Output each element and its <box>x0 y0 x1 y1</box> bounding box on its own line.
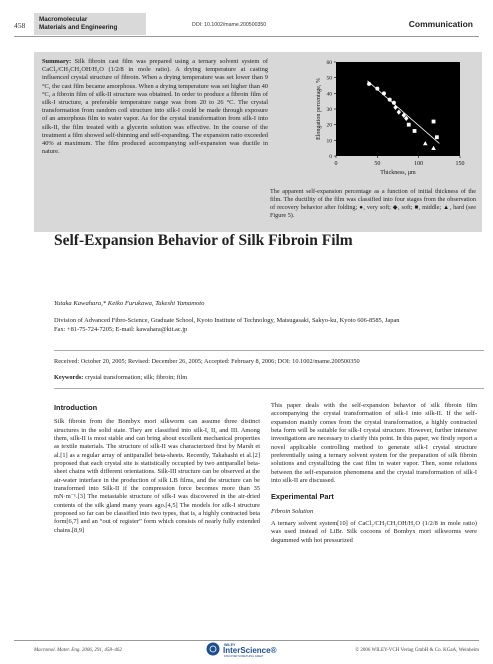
article-title: Self-Expansion Behavior of Silk Fibroin Film <box>54 232 353 249</box>
x-tick-label: 50 <box>374 161 381 167</box>
y-axis-label: Elongation percentage, % <box>316 78 322 140</box>
x-tick-label: 150 <box>455 161 465 167</box>
y-tick-label: 20 <box>326 122 332 129</box>
affiliation: Division of Advanced Fibro-Science, Graduate School, Kyoto Institute of Technology, Matsugasaki, Sakyo-ku, Kyoto 606-8585, Japan <box>54 317 400 324</box>
y-tick-label: 40 <box>326 91 332 98</box>
page-number: 458 <box>14 21 26 30</box>
received-dates: Received: October 20, 2005; Revised: December 26, 2005; Accepted: February 8, 2006; DOI: 10.1002/mame.200500350 <box>54 358 360 365</box>
data-point-square <box>413 129 417 133</box>
journal-name-line1: Macromolecular <box>39 16 88 23</box>
header-doi: DOI: 10.1002/mame.200500350 <box>192 22 267 28</box>
summary-body: Silk fibroin cast film was prepared using a ternary solvent system of CaCl₂/CH₃CH₂OH/H₂O (1/2/8 in mole ratio). A drying temperature at casting influenced crystal structure of fibroin. When a drying temperature was set lower than 9 °C, the cast film became amorphous. When a drying temperature was set higher than 40 °C, a fibroin film of silk-II structure was obtained. In order to produce a fibroin film of silk-I structure, a preferable temperature range was from 20 to 26 °C. The crystal transformation from random coil structure into silk-I could be made through exposure of an amorphous film to water vapor. As for the crystal transformation from silk-I into silk-II, the film treated with a glycerin solution was effective. In the course of the treatment a film showed self-thinning and self-expanding. The expansion ratio exceeded 40% at maximum. The film produced accompanying self-expansion was ductile in nature. <box>42 58 268 156</box>
data-point-circle <box>382 91 386 95</box>
journal-name-line2: Materials and Engineering <box>39 23 118 31</box>
authors: Yutaka Kawahara,* Keiko Furukawa, Takeshi Yamamoto <box>54 300 205 307</box>
contact-info: Fax: +81-75-724-7205; E-mail: kawahara@kit.ac.jp <box>54 325 188 333</box>
data-point-circle <box>392 101 396 105</box>
y-tick-label: 10 <box>326 138 332 145</box>
logo-globe-icon <box>207 643 220 656</box>
data-point-circle <box>388 98 392 102</box>
y-tick-label: 60 <box>326 60 332 66</box>
introduction-heading: Introduction <box>54 403 98 412</box>
experimental-text: A ternary solvent system[10] of CaCl₂/CH₃CH₂OH/H₂O (1/2/8 in mole ratio) was used instead of LiBr. Silk cocoons of Bombyx mori silkworms were degummed with hot pressurized <box>271 520 477 544</box>
introduction-text: Silk fibroin from the Bombyx mori silkworm can assume three distinct structures in the solid state. They are classified into silk-I, II, and III. Among them, silk-II is most stable and can bring about excellent mechanical properties as textile materials. The structure of silk-II was characterized first by Marsh et al.[1] as a regular array of antiparallel beta-sheets. Recently, Takahashi et al.[2] proposed that each crystal site is statistically occupied by two antiparallel beta-sheet chains with different orientations. Silk-III structure can be observed at the air-water interface in the production of silk LB films, and the structure can be transformed into Silk-II if the compression force becomes more than 35 mN·m⁻¹.[3] The metastable structure of silk-I was discovered in the air-dried contents of the silk gland many years ago.[4,5] The models for silk-I structure proposed so far can be classified into two types, that is, a highly contracted beta form[6,7] and an “out of register” form which consists of nearly fully extended chains.[8,9] <box>54 418 260 534</box>
data-point-circle <box>367 82 371 86</box>
section-tag: Communication <box>408 19 473 29</box>
figure-caption: The apparent self-expansion percentage as a function of initial thickness of the film. The ductility of the film was classified into four stages from the observation of recovery behavior after folding; ●, very soft; ◆, soft; ■, middle; ▲, hard (see Figure 5). <box>270 188 476 219</box>
x-tick-label: 0 <box>334 161 338 167</box>
summary-label: Summary: <box>42 58 72 65</box>
journal-name-box <box>34 13 146 35</box>
y-tick-label: 50 <box>326 75 332 82</box>
header-rule <box>14 36 479 37</box>
page-header <box>0 0 493 46</box>
plot-frame <box>336 62 460 156</box>
summary-panel <box>34 52 482 232</box>
experimental-heading: Experimental Part <box>271 492 334 502</box>
right-column-paragraph: This paper deals with the self-expansion behavior of silk fibroin film accompanying the crystal transformation of silk-I into silk-II. If the self-expansion mainly comes from the crystal transformation, a highly contracted beta form will be suitable for silk-I crystal structure. However, further intensive investigations are necessary to clarify this point. In this paper, we firstly report a novel applicable controlling method to generate silk-I crystal structure preferentially using a ternary solvent system for the preparation of silk fibroin solutions and crystallizing the cast film in water vapor. Then, some relations between the self-expansion phenomena and the crystal transformation of silk-I into silk-II are discussed. <box>271 402 477 485</box>
data-point-square <box>407 123 411 127</box>
keywords: crystal transformation; silk; fibroin; film <box>84 374 188 381</box>
left-column <box>54 404 260 535</box>
keywords-line <box>54 374 187 381</box>
wiley-interscience-logo <box>205 640 323 658</box>
x-axis-label: Thickness, µm <box>380 170 416 176</box>
affiliation-block <box>54 317 454 334</box>
summary-text <box>42 58 268 156</box>
data-point-square <box>432 120 436 124</box>
divider-bottom <box>54 388 484 389</box>
plot-area <box>316 60 465 176</box>
data-point-square <box>435 135 439 139</box>
right-column <box>271 402 477 545</box>
logo-wiley: WILEY <box>224 643 236 647</box>
y-tick-label: 0 <box>329 154 332 160</box>
x-tick-label: 100 <box>414 161 424 167</box>
logo-tagline: DISCOVER SOMETHING GREAT <box>224 655 264 658</box>
divider-top <box>54 350 484 351</box>
logo-interscience: InterScience® <box>223 646 277 655</box>
footer-copyright: © 2006 WILEY-VCH Verlag GmbH & Co. KGaA, Weinheim <box>355 648 479 653</box>
fibroin-solution-subheading: Fibroin Solution <box>271 507 314 515</box>
footer-citation: Macromol. Mater. Eng. 2006, 291, 458–462 <box>34 648 122 653</box>
y-tick-label: 30 <box>326 107 332 113</box>
keywords-label: Keywords: <box>54 374 84 381</box>
data-point-circle <box>375 87 379 91</box>
inset-scatter-chart <box>270 56 478 188</box>
